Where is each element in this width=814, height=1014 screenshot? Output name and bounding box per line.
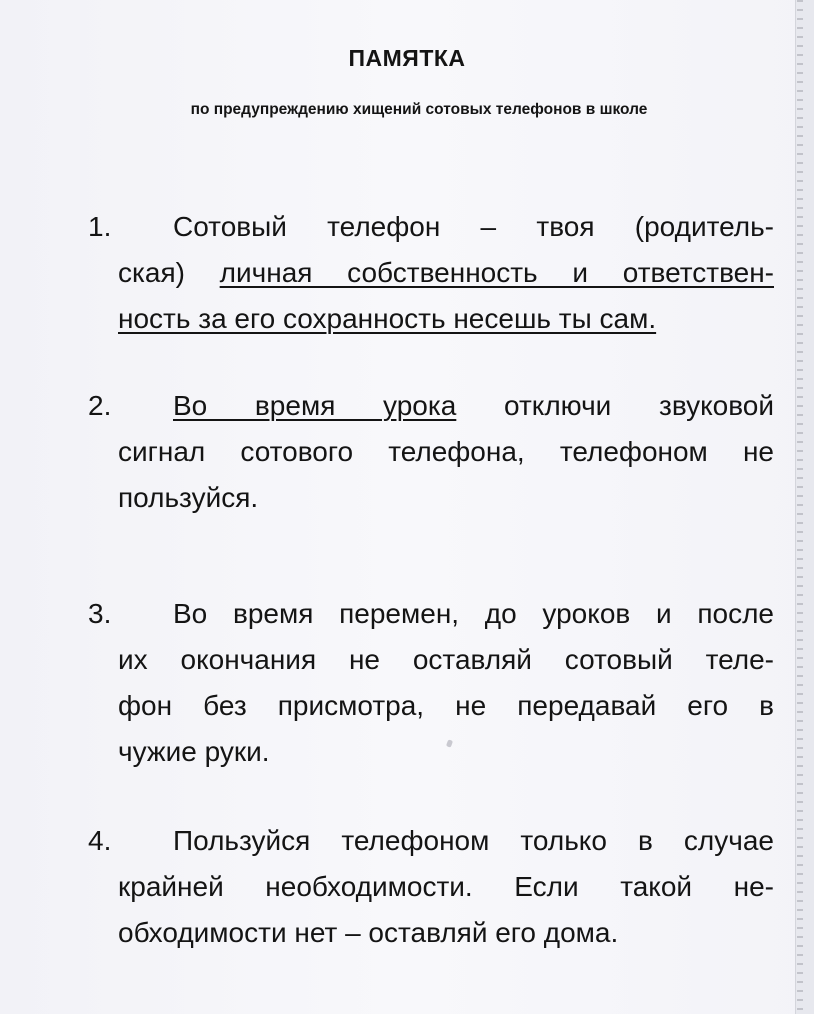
page-subtitle: по предупреждению хищений сотовых телефонов в школе xyxy=(190,101,648,118)
item-text-line xyxy=(118,296,774,342)
page-title: ПАМЯТКА xyxy=(348,45,466,71)
memo-item-4 xyxy=(88,818,774,956)
item-text-line: обходимости нет – оставляй его дома. xyxy=(118,917,619,948)
item-text-line: чужие руки. xyxy=(118,736,270,767)
item-number: 3. xyxy=(88,598,112,629)
item-text-line: Сотовый телефон – твоя (родитель- xyxy=(173,211,774,242)
memo-item-1 xyxy=(88,204,774,342)
item-text-line: их окончания не оставляй сотовый теле- xyxy=(118,644,774,675)
memo-item-3 xyxy=(88,591,774,775)
item-text-line: пользуйся. xyxy=(118,482,259,513)
item-text-line: крайней необходимости. Если такой не- xyxy=(118,871,774,902)
binding-edge-marks xyxy=(797,0,803,1014)
item-text-line xyxy=(118,250,774,296)
item-text-plain: отключи звуковой xyxy=(504,390,774,421)
item-number: 1. xyxy=(88,211,112,242)
memo-item-2 xyxy=(88,383,774,521)
item-text-underlined: Во время урока xyxy=(173,390,457,421)
item-text-plain: ская) xyxy=(118,257,185,288)
item-text-line: Во время перемен, до уроков и после xyxy=(173,598,774,629)
item-text-line xyxy=(118,383,774,429)
item-number: 2. xyxy=(88,390,112,421)
item-text-line: сигнал сотового телефона, телефоном не xyxy=(118,436,774,467)
item-text-line: Пользуйся телефоном только в случае xyxy=(173,825,774,856)
item-text-line: фон без присмотра, не передавай его в xyxy=(118,690,774,721)
item-text-underlined: ность за его сохранность несешь ты сам. xyxy=(118,303,657,334)
item-text-underlined: личная собственность и ответствен- xyxy=(219,257,774,288)
item-number: 4. xyxy=(88,825,112,856)
